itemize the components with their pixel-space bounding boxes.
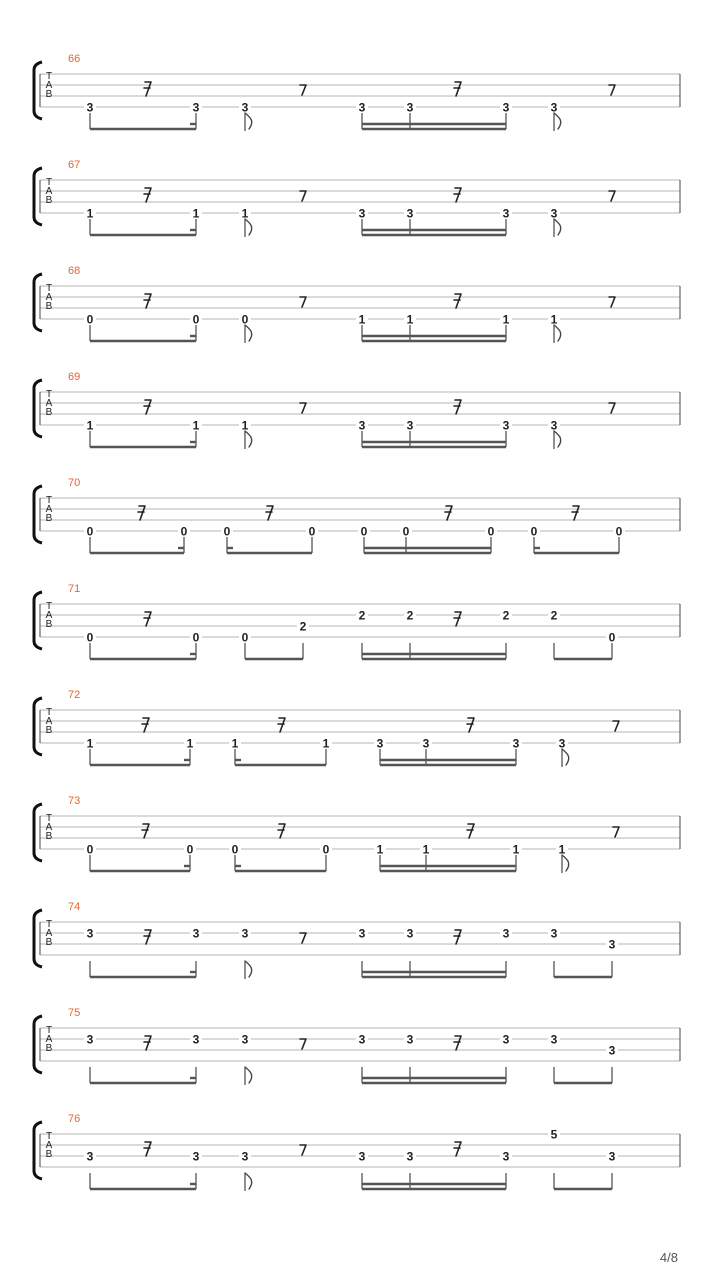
fret-number: 3 <box>608 1149 616 1164</box>
fret-number: 2 <box>550 608 558 623</box>
fret-number: 3 <box>406 1149 414 1164</box>
system-bracket <box>34 698 42 755</box>
sixteenth-rest <box>572 506 579 520</box>
tab-clef-letter: A <box>45 398 53 409</box>
fret-number: 1 <box>422 842 430 857</box>
eighth-rest <box>609 191 615 201</box>
sixteenth-rest <box>144 294 151 308</box>
sixteenth-rest <box>454 188 461 202</box>
system-bracket <box>34 910 42 967</box>
measure-number: 66 <box>68 53 81 65</box>
tab-clef-letter: B <box>45 407 53 418</box>
fret-number: 0 <box>530 524 538 539</box>
tab-clef-letter: B <box>45 831 53 842</box>
fret-number: 1 <box>558 842 566 857</box>
eighth-flag <box>245 431 252 447</box>
fret-number: 3 <box>86 1149 94 1164</box>
fret-number: 3 <box>558 736 566 751</box>
fret-number: 2 <box>299 619 307 634</box>
tab-clef-letter: T <box>45 495 53 506</box>
sixteenth-rest <box>467 718 474 732</box>
eighth-rest <box>609 85 615 95</box>
eighth-rest <box>613 721 619 731</box>
system-bracket <box>34 486 42 543</box>
tab-clef-letter: T <box>45 919 53 930</box>
fret-number: 1 <box>186 736 194 751</box>
fret-number: 3 <box>406 206 414 221</box>
fret-number: 0 <box>231 842 239 857</box>
fret-number: 3 <box>358 206 366 221</box>
system-bracket <box>34 380 42 437</box>
eighth-flag <box>562 749 569 765</box>
fret-number: 3 <box>550 206 558 221</box>
eighth-flag <box>562 855 569 871</box>
fret-number: 3 <box>241 1032 249 1047</box>
measure-number: 67 <box>68 159 81 171</box>
eighth-rest <box>300 1145 306 1155</box>
fret-number: 3 <box>376 736 384 751</box>
fret-number: 3 <box>502 100 510 115</box>
fret-number: 3 <box>502 206 510 221</box>
fret-number: 0 <box>86 312 94 327</box>
tab-clef-letter: T <box>45 177 53 188</box>
fret-number: 3 <box>608 937 616 952</box>
tab-clef-letter: T <box>45 389 53 400</box>
tab-system <box>34 689 680 767</box>
fret-number: 0 <box>402 524 410 539</box>
tab-clef-letter: T <box>45 1025 53 1036</box>
sixteenth-rest <box>144 1142 151 1156</box>
fret-number: 3 <box>358 100 366 115</box>
fret-number: 3 <box>608 1043 616 1058</box>
fret-number: 0 <box>192 630 200 645</box>
sixteenth-rest <box>445 506 452 520</box>
fret-number: 3 <box>406 418 414 433</box>
sixteenth-rest <box>454 930 461 944</box>
sixteenth-rest <box>138 506 145 520</box>
fret-number: 1 <box>550 312 558 327</box>
sixteenth-rest <box>454 612 461 626</box>
eighth-flag <box>245 1067 252 1083</box>
tab-clef-letter: B <box>45 513 53 524</box>
eighth-rest <box>609 297 615 307</box>
sixteenth-rest <box>454 400 461 414</box>
tab-clef-letter: A <box>45 80 53 91</box>
tab-clef-letter: B <box>45 725 53 736</box>
fret-number: 3 <box>192 1149 200 1164</box>
fret-number: 3 <box>86 100 94 115</box>
tab-system <box>34 371 680 449</box>
fret-number: 1 <box>241 418 249 433</box>
fret-number: 0 <box>186 842 194 857</box>
sixteenth-rest <box>142 718 149 732</box>
tab-clef-letter: A <box>45 1140 53 1151</box>
tab-clef-letter: T <box>45 1131 53 1142</box>
eighth-rest <box>300 191 306 201</box>
tab-clef-letter: A <box>45 822 53 833</box>
measure-number: 68 <box>68 265 81 277</box>
fret-number: 1 <box>86 418 94 433</box>
measure-number: 75 <box>68 1007 81 1019</box>
sixteenth-rest <box>278 824 285 838</box>
eighth-rest <box>300 403 306 413</box>
fret-number: 0 <box>608 630 616 645</box>
fret-number: 3 <box>192 926 200 941</box>
sixteenth-rest <box>467 824 474 838</box>
fret-number: 0 <box>180 524 188 539</box>
tab-system <box>34 583 680 659</box>
fret-number: 3 <box>192 1032 200 1047</box>
sixteenth-rest <box>142 824 149 838</box>
eighth-rest <box>300 85 306 95</box>
fret-number: 2 <box>502 608 510 623</box>
tab-clef-letter: A <box>45 186 53 197</box>
fret-number: 3 <box>550 926 558 941</box>
measure-number: 69 <box>68 371 81 383</box>
sixteenth-rest <box>454 82 461 96</box>
fret-number: 3 <box>550 100 558 115</box>
tab-clef-letter: A <box>45 1034 53 1045</box>
measure-number: 73 <box>68 795 81 807</box>
system-bracket <box>34 168 42 225</box>
eighth-rest <box>300 297 306 307</box>
fret-number: 0 <box>241 312 249 327</box>
measure-number: 76 <box>68 1113 81 1125</box>
tab-system <box>34 159 680 237</box>
fret-number: 0 <box>86 842 94 857</box>
tab-system <box>34 1113 680 1191</box>
system-bracket <box>34 804 42 861</box>
eighth-flag <box>554 219 561 235</box>
tab-clef-letter: A <box>45 610 53 621</box>
sixteenth-rest <box>266 506 273 520</box>
fret-number: 3 <box>406 926 414 941</box>
fret-number: 3 <box>358 1149 366 1164</box>
fret-number: 1 <box>376 842 384 857</box>
tab-system <box>34 477 680 553</box>
tab-clef-letter: B <box>45 619 53 630</box>
fret-number: 0 <box>86 524 94 539</box>
fret-number: 3 <box>502 418 510 433</box>
sixteenth-rest <box>454 294 461 308</box>
sixteenth-rest <box>144 612 151 626</box>
eighth-flag <box>554 431 561 447</box>
tab-clef-letter: B <box>45 301 53 312</box>
tab-clef-letter: B <box>45 1149 53 1160</box>
fret-number: 3 <box>86 1032 94 1047</box>
tab-clef-letter: T <box>45 283 53 294</box>
fret-number: 3 <box>550 1032 558 1047</box>
sixteenth-rest <box>144 930 151 944</box>
fret-number: 3 <box>241 926 249 941</box>
fret-number: 3 <box>358 1032 366 1047</box>
sixteenth-rest <box>454 1036 461 1050</box>
tab-clef-letter: B <box>45 1043 53 1054</box>
measure-number: 70 <box>68 477 81 489</box>
fret-number: 1 <box>86 736 94 751</box>
fret-number: 0 <box>615 524 623 539</box>
tab-clef-letter: A <box>45 716 53 727</box>
tab-clef-letter: A <box>45 928 53 939</box>
eighth-flag <box>554 325 561 341</box>
tab-system <box>34 901 680 979</box>
tab-clef-letter: B <box>45 937 53 948</box>
sixteenth-rest <box>144 400 151 414</box>
sixteenth-rest <box>144 1036 151 1050</box>
fret-number: 1 <box>502 312 510 327</box>
fret-number: 3 <box>241 1149 249 1164</box>
fret-number: 3 <box>406 1032 414 1047</box>
fret-number: 3 <box>192 100 200 115</box>
fret-number: 3 <box>358 418 366 433</box>
measure-number: 72 <box>68 689 81 701</box>
system-bracket <box>34 1122 42 1179</box>
tab-clef-letter: T <box>45 707 53 718</box>
fret-number: 1 <box>358 312 366 327</box>
fret-number: 1 <box>322 736 330 751</box>
fret-number: 0 <box>241 630 249 645</box>
sixteenth-rest <box>144 188 151 202</box>
sixteenth-rest <box>278 718 285 732</box>
tab-system <box>34 265 680 343</box>
tab-clef-letter: T <box>45 71 53 82</box>
fret-number: 1 <box>192 418 200 433</box>
fret-number: 1 <box>231 736 239 751</box>
eighth-rest <box>300 933 306 943</box>
eighth-flag <box>245 325 252 341</box>
tab-system <box>34 1007 680 1085</box>
eighth-flag <box>245 219 252 235</box>
measure-number: 71 <box>68 583 81 595</box>
fret-number: 1 <box>406 312 414 327</box>
measure-number: 74 <box>68 901 81 913</box>
tab-clef-letter: B <box>45 89 53 100</box>
fret-number: 0 <box>223 524 231 539</box>
fret-number: 3 <box>512 736 520 751</box>
fret-number: 3 <box>86 926 94 941</box>
fret-number: 3 <box>502 1149 510 1164</box>
page-number: 4/8 <box>659 1250 678 1265</box>
eighth-rest <box>613 827 619 837</box>
eighth-flag <box>245 1173 252 1189</box>
fret-number: 3 <box>422 736 430 751</box>
fret-number: 2 <box>358 608 366 623</box>
fret-number: 1 <box>512 842 520 857</box>
fret-number: 3 <box>550 418 558 433</box>
fret-number: 2 <box>406 608 414 623</box>
system-bracket <box>34 1016 42 1073</box>
fret-number: 3 <box>502 926 510 941</box>
fret-number: 0 <box>360 524 368 539</box>
fret-number: 1 <box>86 206 94 221</box>
eighth-rest <box>300 1039 306 1049</box>
fret-number: 3 <box>358 926 366 941</box>
eighth-flag <box>245 961 252 977</box>
fret-number: 3 <box>406 100 414 115</box>
system-bracket <box>34 592 42 649</box>
fret-number: 5 <box>550 1127 558 1142</box>
fret-number: 0 <box>322 842 330 857</box>
fret-number: 0 <box>192 312 200 327</box>
fret-number: 0 <box>487 524 495 539</box>
tab-clef-letter: B <box>45 195 53 206</box>
system-bracket <box>34 274 42 331</box>
tab-system <box>34 795 680 873</box>
tab-system <box>34 53 680 131</box>
fret-number: 3 <box>502 1032 510 1047</box>
fret-number: 3 <box>241 100 249 115</box>
fret-number: 0 <box>86 630 94 645</box>
tab-clef-letter: A <box>45 504 53 515</box>
sixteenth-rest <box>454 1142 461 1156</box>
eighth-rest <box>609 403 615 413</box>
tab-clef-letter: T <box>45 601 53 612</box>
eighth-flag <box>554 113 561 129</box>
fret-number: 1 <box>241 206 249 221</box>
tab-clef-letter: A <box>45 292 53 303</box>
system-bracket <box>34 62 42 119</box>
fret-number: 0 <box>308 524 316 539</box>
sixteenth-rest <box>144 82 151 96</box>
fret-number: 1 <box>192 206 200 221</box>
eighth-flag <box>245 113 252 129</box>
tab-clef-letter: T <box>45 813 53 824</box>
